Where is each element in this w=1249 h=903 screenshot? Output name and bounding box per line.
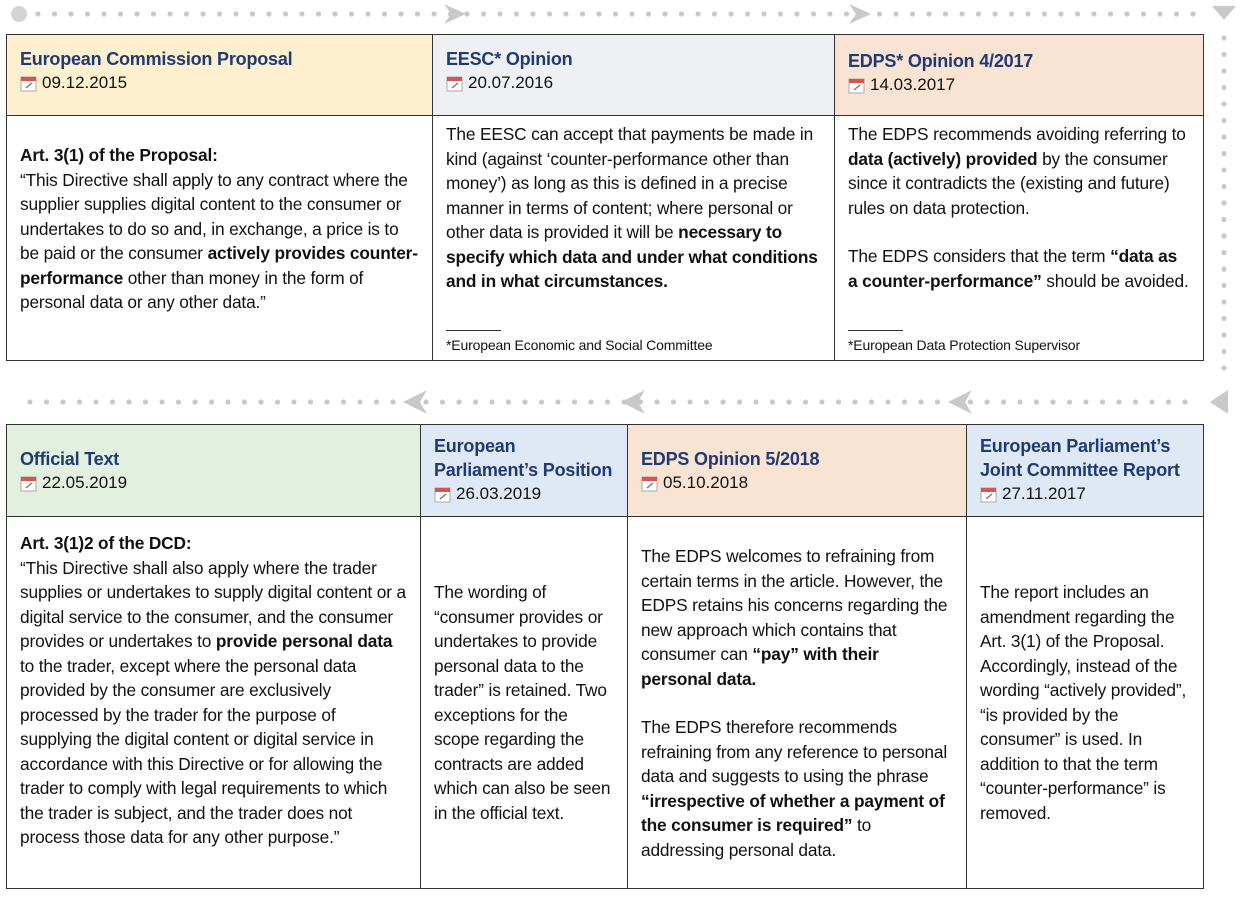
flow-dot	[530, 11, 535, 16]
flow-dot	[596, 11, 601, 16]
flow-dot	[1157, 11, 1162, 16]
flow-dot	[918, 399, 923, 404]
flow-dot	[646, 11, 651, 16]
flow-dot	[695, 11, 700, 16]
edps-2017-body	[834, 115, 1204, 361]
flow-dot	[93, 399, 98, 404]
flow-dot	[803, 399, 808, 404]
flow-dot	[506, 399, 511, 404]
flow-dot	[613, 11, 618, 16]
edps-2017-header	[834, 34, 1204, 116]
flow-dot	[671, 399, 676, 404]
eesc-footnote: *European Economic and Social Committee	[446, 330, 713, 354]
flow-dot	[629, 11, 634, 16]
flow-dot	[852, 399, 857, 404]
flow-dot	[885, 399, 890, 404]
flow-dot	[737, 399, 742, 404]
flow-dot	[473, 399, 478, 404]
flow-dot	[151, 11, 156, 16]
proposal-date-text: 09.12.2015	[42, 73, 128, 92]
flow-dot	[349, 11, 354, 16]
flow-dot	[1116, 399, 1121, 404]
flow-dot	[514, 11, 519, 16]
joint-committee-text: The report includes an amendment regarding the Art. 3(1) of the Proposal. Accordingly, instead of the wording “actively provided”, “is provided by the consumer” is used. In addition to that the term “counter-performance” is removed.	[980, 582, 1187, 823]
flow-dot	[1221, 167, 1226, 172]
flow-dot	[893, 11, 898, 16]
flow-dot	[943, 11, 948, 16]
calendar-icon	[980, 486, 997, 503]
flow-dot	[68, 11, 73, 16]
flow-arrow-down-icon	[1212, 6, 1236, 20]
flow-dot	[1174, 11, 1179, 16]
flow-dot	[341, 399, 346, 404]
flow-dot	[1221, 250, 1226, 255]
flow-dot	[935, 399, 940, 404]
edps-2017-paragraph-2: The EDPS considers that the term “data as a counter-performance” should be avoided.	[848, 246, 1189, 291]
flow-dot	[1221, 151, 1226, 156]
flow-arrow-left-icon	[403, 390, 427, 414]
proposal-date	[20, 72, 420, 94]
flow-dot	[1221, 85, 1226, 90]
flow-dot	[258, 399, 263, 404]
flow-dot	[308, 399, 313, 404]
edps-2018-date	[641, 472, 954, 494]
flow-dot	[1221, 283, 1226, 288]
flow-dot	[1190, 11, 1195, 16]
flow-dot	[44, 399, 49, 404]
flow-dot	[1221, 52, 1226, 57]
calendar-icon	[446, 75, 463, 92]
flow-dot	[1108, 11, 1113, 16]
edps-2018-paragraph-1: The EDPS welcomes to refraining from certain terms in the article. However, the EDPS retains his concerns regarding the new approach which contains that consumer can “pay” with their personal data.	[641, 546, 948, 689]
flow-dot	[1221, 184, 1226, 189]
flow-dot	[547, 11, 552, 16]
flow-dot	[423, 399, 428, 404]
flow-dot	[60, 399, 65, 404]
calendar-icon	[20, 75, 37, 92]
flow-dot	[1075, 11, 1080, 16]
flow-dot	[332, 11, 337, 16]
flow-dot	[192, 399, 197, 404]
flow-dot	[1001, 399, 1006, 404]
flow-dot	[143, 399, 148, 404]
flow-dot	[382, 11, 387, 16]
flow-dot	[1133, 399, 1138, 404]
flow-dot	[836, 399, 841, 404]
flow-dot	[1124, 11, 1129, 16]
flow-dot	[572, 399, 577, 404]
flow-dot	[489, 399, 494, 404]
flow-dot	[1221, 365, 1226, 370]
official-text-title: Official Text	[20, 449, 120, 469]
flow-dot	[1100, 399, 1105, 404]
flow-dot	[778, 11, 783, 16]
flow-dot	[786, 399, 791, 404]
flow-dot	[1221, 332, 1226, 337]
edps-2018-header	[627, 424, 967, 517]
flow-dot	[118, 11, 123, 16]
flow-dot	[27, 399, 32, 404]
flow-dot	[242, 399, 247, 404]
flow-dot	[250, 11, 255, 16]
flow-dot	[77, 399, 82, 404]
flow-dot	[1221, 299, 1226, 304]
joint-committee-date-text: 27.11.2017	[1002, 484, 1086, 503]
flow-dot	[1221, 217, 1226, 222]
flow-dot	[1182, 399, 1187, 404]
flow-dot	[35, 11, 40, 16]
flow-dot	[324, 399, 329, 404]
flow-dot	[539, 399, 544, 404]
ep-position-body	[420, 516, 628, 889]
flow-dot	[1067, 399, 1072, 404]
flow-dot	[1017, 399, 1022, 404]
flow-dot	[1221, 134, 1226, 139]
flow-dot	[126, 399, 131, 404]
flow-dot	[976, 11, 981, 16]
ep-position-text: The wording of “consumer provides or undertakes to provide personal data to the trader” is retained. Two exceptions for the scope regarding the contracts are added which can also be seen in the official text.	[434, 582, 611, 823]
official-text-date-text: 22.05.2019	[42, 473, 128, 492]
flow-dot	[134, 11, 139, 16]
flow-dot	[753, 399, 758, 404]
flow-dot	[415, 11, 420, 16]
official-text-article-text: “This Directive shall also apply where the trader supplies or undertakes to supply digital content or a digital service to the consumer, and the consumer provides or undertakes to provide personal data to the trader, except where the personal data provided by the consumer are exclusively processed by the trader for the purpose of supplying the digital content or digital service in accordance with this Directive or for allowing the trader to comply with legal requirements to which the trader is subject, and the trader does not process those data for any other purpose.”	[20, 557, 406, 847]
flow-dot	[563, 11, 568, 16]
timeline-start-dot	[11, 6, 27, 22]
edps-2017-footnote: *European Data Protection Supervisor	[848, 330, 1080, 354]
official-text-date	[20, 472, 408, 494]
flow-dot	[1149, 399, 1154, 404]
flow-dot	[1221, 118, 1226, 123]
proposal-article-text: “This Directive shall apply to any contract where the supplier supplies digital content to the consumer or undertakes to do so and, in exchange, a price is to be paid or the consumer actively provides counter-performance other than money in the form of personal data or any other data.”	[20, 169, 418, 312]
flow-dot	[1009, 11, 1014, 16]
flow-dot	[654, 399, 659, 404]
flow-dot	[167, 11, 172, 16]
joint-committee-date	[980, 483, 1191, 505]
flow-dot	[101, 11, 106, 16]
flow-dot	[85, 11, 90, 16]
flow-dot	[1221, 233, 1226, 238]
flow-dot	[390, 399, 395, 404]
flow-dot	[761, 11, 766, 16]
eesc-header	[432, 34, 835, 116]
flow-dot	[827, 11, 832, 16]
flow-dot	[1141, 11, 1146, 16]
flow-dot	[1166, 399, 1171, 404]
edps-2017-date-text: 14.03.2017	[870, 75, 956, 94]
flow-dot	[605, 399, 610, 404]
flow-dot	[811, 11, 816, 16]
flow-arrow-down-icon	[1210, 390, 1228, 414]
flow-dot	[52, 11, 57, 16]
flow-dot	[184, 11, 189, 16]
eesc-body	[432, 115, 835, 361]
flow-dot	[704, 399, 709, 404]
edps-2018-title: EDPS Opinion 5/2018	[641, 449, 820, 469]
ep-position-header	[420, 424, 628, 517]
flow-dot	[662, 11, 667, 16]
flow-dot	[1221, 349, 1226, 354]
proposal-title: European Commission Proposal	[20, 49, 293, 69]
edps-2018-paragraph-2: The EDPS therefore recommends refraining from any reference to personal data and suggests to using the phrase “irrespective of whether a payment of the consumer is required” to addressing personal data.	[641, 717, 948, 860]
flow-dot	[217, 11, 222, 16]
flow-dot	[844, 11, 849, 16]
flow-dot	[275, 399, 280, 404]
flow-dot	[959, 11, 964, 16]
flow-dot	[869, 399, 874, 404]
eesc-opinion-text: The EESC can accept that payments be made in kind (against ‘counter-performance other than money’) as long as this is defined in a precise manner in terms of content; where personal or other data is provided it will be necessary to specify which data and under what conditions and in what circumstances.	[446, 124, 818, 291]
flow-dot	[902, 399, 907, 404]
flow-dot	[712, 11, 717, 16]
official-text-header	[6, 424, 421, 517]
flow-dot	[497, 11, 502, 16]
flow-dot	[159, 399, 164, 404]
flow-dot	[374, 399, 379, 404]
calendar-icon	[641, 475, 658, 492]
calendar-icon	[20, 475, 37, 492]
flow-dot	[365, 11, 370, 16]
flow-dot	[440, 399, 445, 404]
eesc-date-text: 20.07.2016	[468, 73, 554, 92]
flow-dot	[588, 399, 593, 404]
joint-committee-title: European Parliament’s Joint Committee Report	[980, 436, 1180, 480]
ep-position-title: European Parliament’s Position	[434, 436, 613, 480]
proposal-body	[6, 115, 433, 361]
flow-dot	[316, 11, 321, 16]
flow-dot	[1025, 11, 1030, 16]
flow-dot	[679, 11, 684, 16]
flow-dot	[984, 399, 989, 404]
flow-dot	[233, 11, 238, 16]
flow-dot	[770, 399, 775, 404]
flow-dot	[1034, 399, 1039, 404]
joint-committee-body	[966, 516, 1204, 889]
official-text-body	[6, 516, 421, 889]
flow-dot	[398, 11, 403, 16]
flow-dot	[176, 399, 181, 404]
flow-dot	[555, 399, 560, 404]
calendar-icon	[848, 77, 865, 94]
flow-dot	[1221, 200, 1226, 205]
flow-dot	[283, 11, 288, 16]
official-text-article-heading: Art. 3(1)2 of the DCD:	[20, 533, 192, 553]
flow-dot	[745, 11, 750, 16]
flow-dot	[968, 399, 973, 404]
flow-dot	[728, 11, 733, 16]
flow-dot	[456, 399, 461, 404]
flow-dot	[291, 399, 296, 404]
edps-2018-body	[627, 516, 967, 889]
flow-dot	[110, 399, 115, 404]
edps-2017-paragraph-1: The EDPS recommends avoiding referring to data (actively) provided by the consumer since it contradicts the (existing and future) rules on data protection.	[848, 124, 1186, 218]
flow-arrow-right-icon	[444, 4, 466, 24]
flow-dot	[1042, 11, 1047, 16]
flow-dot	[1091, 11, 1096, 16]
flow-dot	[299, 11, 304, 16]
flow-dot	[992, 11, 997, 16]
calendar-icon	[434, 486, 451, 503]
eesc-date	[446, 72, 822, 94]
edps-2018-date-text: 05.10.2018	[663, 473, 749, 492]
flow-dot	[522, 399, 527, 404]
ep-position-date-text: 26.03.2019	[456, 484, 542, 503]
flow-dot	[1221, 101, 1226, 106]
flow-dot	[720, 399, 725, 404]
flow-dot	[819, 399, 824, 404]
flow-dot	[225, 399, 230, 404]
eesc-title: EESC* Opinion	[446, 49, 573, 69]
flow-dot	[794, 11, 799, 16]
edps-2017-title: EDPS* Opinion 4/2017	[848, 51, 1034, 71]
flow-dot	[1058, 11, 1063, 16]
flow-dot	[877, 11, 882, 16]
joint-committee-header	[966, 424, 1204, 517]
flow-dot	[687, 399, 692, 404]
flow-dot	[209, 399, 214, 404]
flow-dot	[1221, 68, 1226, 73]
edps-2017-date	[848, 74, 1191, 96]
flow-dot	[1221, 316, 1226, 321]
flow-dot	[200, 11, 205, 16]
flow-dot	[1221, 266, 1226, 271]
flow-dot	[926, 11, 931, 16]
proposal-article-heading: Art. 3(1) of the Proposal:	[20, 145, 218, 165]
flow-arrow-right-icon	[849, 4, 871, 24]
flow-dot	[1083, 399, 1088, 404]
flow-dot	[431, 11, 436, 16]
flow-dot	[1221, 35, 1226, 40]
flow-dot	[910, 11, 915, 16]
ep-position-date	[434, 483, 615, 505]
flow-dot	[481, 11, 486, 16]
flow-dot	[1050, 399, 1055, 404]
flow-dot	[357, 399, 362, 404]
flow-dot	[580, 11, 585, 16]
proposal-header	[6, 34, 433, 116]
flow-dot	[266, 11, 271, 16]
